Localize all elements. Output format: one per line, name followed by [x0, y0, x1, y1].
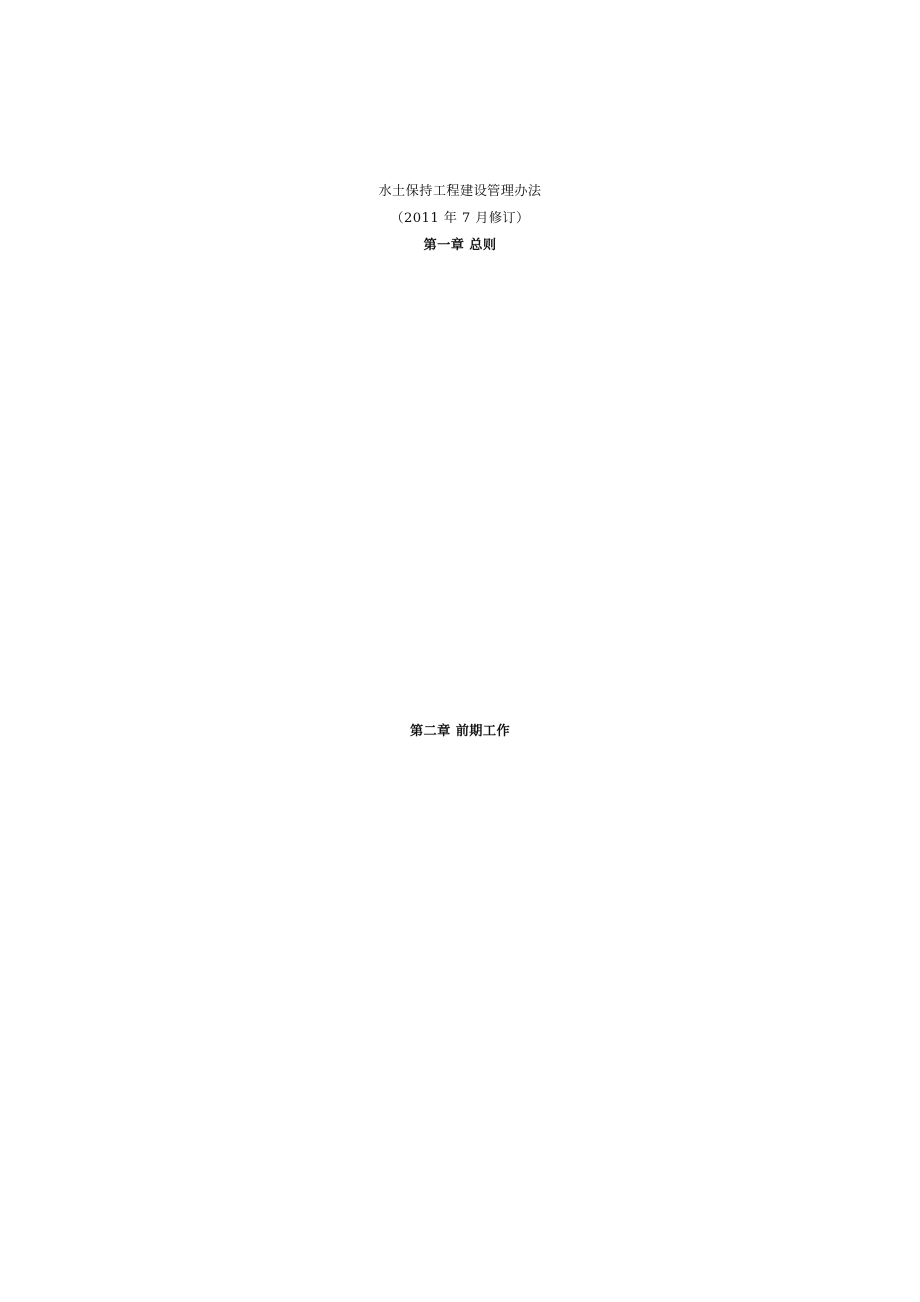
chapter-2-heading: 第二章 前期工作 [409, 724, 511, 739]
chapter-1-heading: 第一章 总则 [423, 238, 497, 253]
doc-revision: （2011 年 7 月修订） [390, 211, 530, 226]
doc-title: 水土保持工程建设管理办法 [378, 184, 542, 199]
